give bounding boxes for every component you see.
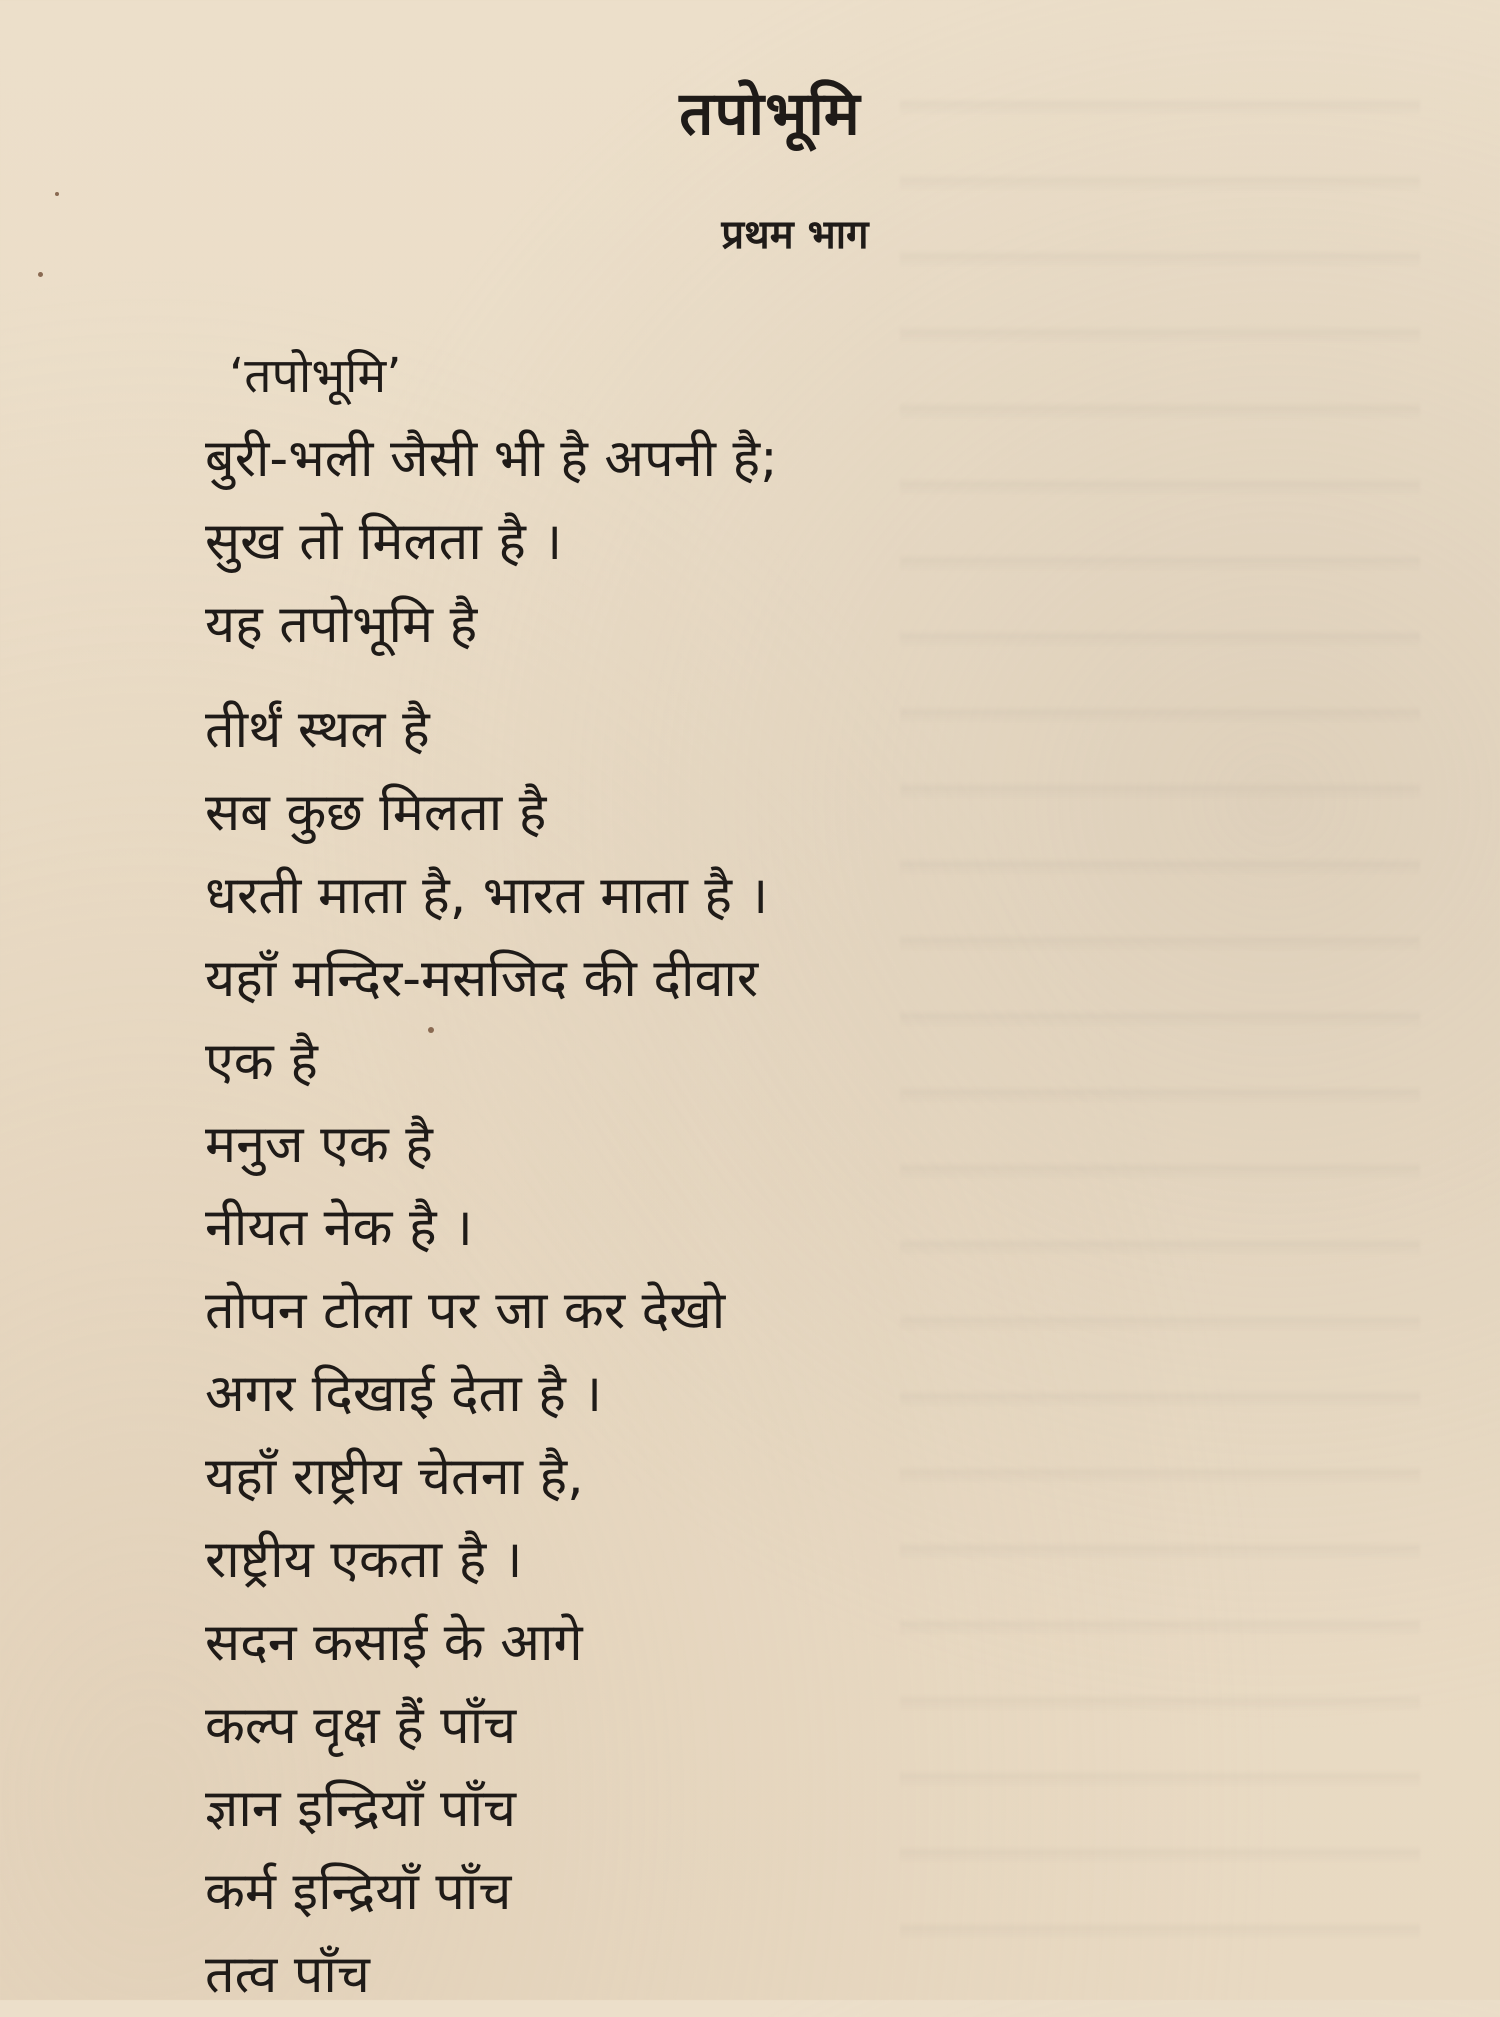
poem-line: एक है	[205, 1032, 318, 1092]
poem-body	[205, 335, 778, 2017]
poem-line: नीयत नेक है ।	[205, 1198, 473, 1258]
poem-line: तोपन टोला पर जा कर देखो	[205, 1281, 726, 1341]
poem-line: सदन कसाई के आगे	[205, 1613, 583, 1673]
poem-line: मनुज एक है	[205, 1115, 433, 1175]
poem-line: राष्ट्रीय एकता है ।	[205, 1530, 523, 1590]
paper-speck	[55, 192, 59, 196]
poem-line: सब कुछ मिलता है	[205, 783, 547, 843]
poem-line: धरती माता है, भारत माता है ।	[205, 866, 769, 926]
poem-line: यहाँ मन्दिर-मसजिद की दीवार	[205, 949, 759, 1009]
poem-line: यह तपोभूमि है	[205, 595, 478, 655]
stanza-gap	[205, 667, 778, 689]
paper-speck	[428, 1027, 434, 1033]
poem-line: यहाँ राष्ट्रीय चेतना है,	[205, 1447, 584, 1507]
page-subtitle: प्रथम भाग	[721, 212, 869, 258]
poem-line: तीर्थं स्थल है	[205, 700, 430, 760]
poem-line: अगर दिखाई देता है ।	[205, 1364, 603, 1424]
poem-line: तत्व पाँच	[205, 1945, 370, 2005]
poem-line: बुरी-भली जैसी भी है अपनी है;	[205, 429, 778, 489]
poem-line: कल्प वृक्ष हैं पाँच	[205, 1696, 517, 1756]
poem-heading-line: ‘तपोभूमि’	[229, 348, 402, 404]
poem-line: सुख तो मिलता है ।	[205, 512, 563, 572]
poem-line: ज्ञान इन्द्रियाँ पाँच	[205, 1779, 517, 1839]
paper-speck	[38, 272, 43, 277]
page-title: तपोभूमि	[679, 79, 861, 149]
poem-line: कर्म इन्द्रियाँ पाँच	[205, 1862, 512, 1922]
page-bleed-through	[900, 40, 1420, 1940]
